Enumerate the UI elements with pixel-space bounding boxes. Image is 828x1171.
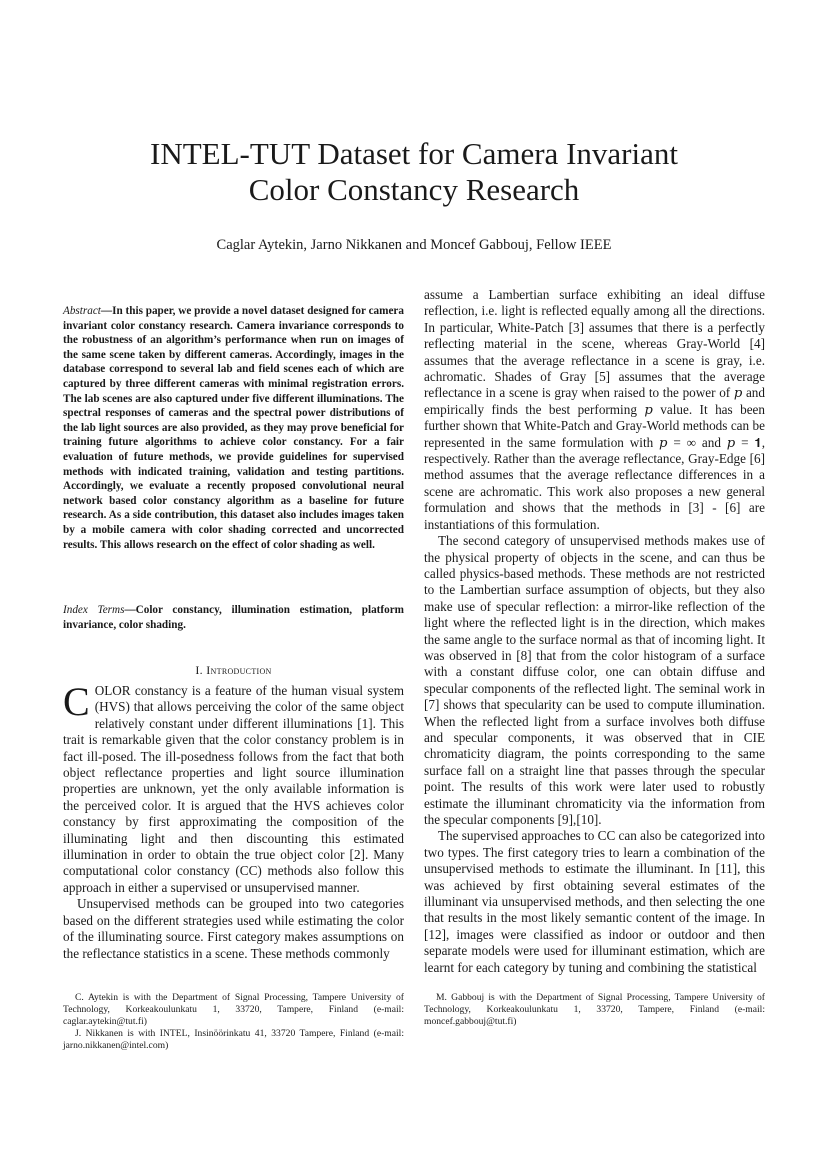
right-column	[424, 287, 765, 976]
footnote-left	[63, 992, 404, 1052]
abstract-label: Abstract	[63, 305, 101, 317]
footnote-right	[424, 992, 765, 1028]
index-terms	[63, 603, 404, 632]
abstract-text: —In this paper, we provide a novel dataset designed for camera invariant color constancy research. Camera invariance corresponds to the robustness of an algorithm’s performance when run on images of the same scene taken by different cameras. Accordingly, images in the database correspond to several lab and field scenes each of which are captured by three different cameras with minimal registration errors. The lab scenes are also captured under five different illuminations. The spectral responses of cameras and the spectral power distributions of the lab light sources are also provided, as they may prove beneficial for training future algorithms to achieve color constancy. For a fair evaluation of future methods, we provide guidelines for supervised methods with indicated training, validation and testing partitions. Accordingly, we evaluate a recently proposed convolutional neural network based color constancy algorithm as a baseline for future research. As a side contribution, this dataset also includes images taken by a mobile camera with color shading corrected and uncorrected results. This allows research on the effect of color shading as well.	[63, 305, 404, 551]
footnote-nikkanen: J. Nikkanen is with INTEL, Insinöörinkatu 41, 33720 Tampere, Finland (e-mail: jarno.nikkanen@intel.com)	[63, 1028, 404, 1051]
intro-left-column	[63, 679, 404, 962]
paper-title	[0, 136, 828, 208]
title-line-2: Color Constancy Research	[248, 172, 580, 207]
index-terms-text: —Color constancy, illumination estimation, platform invariance, color shading.	[63, 604, 404, 631]
right-paragraph-3: The supervised approaches to CC can also be categorized into two types. The first category tries to learn a combination of the unsupervised methods to estimate the illuminant. In [11], this was achieved by first obtaining several estimates of the illuminant via unsupervised methods, and then selecting the one that results in the most likely semantic content of the image. In [12], images were classified as indoor or outdoor and then separate models were used for illuminant estimation, which are learnt for each category by tuning and combining the statistical	[424, 828, 766, 975]
title-line-1: INTEL-TUT Dataset for Camera Invariant	[150, 136, 678, 171]
index-terms-label: Index Terms	[63, 604, 125, 616]
intro-paragraph-2: Unsupervised methods can be grouped into two categories based on the different strategies used while estimating the color of the illuminating source. First category makes assumptions on the reflectance statistics in a scene. These methods commonly	[63, 896, 404, 961]
footnote-gabbouj: M. Gabbouj is with the Department of Signal Processing, Tampere University of Technology, Korkeakoulunkatu 1, 33720, Tampere, Finland (e-mail: moncef.gabbouj@tut.fi)	[424, 992, 765, 1027]
section-heading: I. Introduction	[195, 663, 272, 677]
intro-paragraph-1-text: OLOR constancy is a feature of the human visual system (HVS) that allows perceiving the color of the same object relatively constant under different illuminations [1]. This trait is remarkable given that the color constancy problem is in fact ill-posed. The ill-posedness follows from the fact that both object reflectance properties and light source illumination properties are unknown, yet the only available information is the perceived color. It is argued that the HVS achieves color constancy by first approximating the composition of the illuminating light and then discounting this estimated illumination in order to obtain the true object color [2]. Many computational color constancy (CC) methods also follow this approach in either a supervised or unsupervised manner.	[63, 683, 404, 895]
drop-cap: C	[63, 679, 90, 724]
intro-paragraph-1	[63, 679, 404, 896]
abstract	[63, 304, 404, 552]
right-paragraph-2: The second category of unsupervised methods makes use of the physical property of objects in the scene, and can thus be called physics-based methods. These methods are not restricted to the Lambertian surface assumption of objects, but they also make use of specular reflection: a mirror-like reflection of the light where the reflected light is in the direction, which makes the same angle to the surface normal as that of incoming light. It was observed in [8] that from the color histogram of a surface with a constant diffuse color, one can obtain diffuse and specular components of the reflected light. The seminal work in [7] shows that specularity can be used to compute illumination. When the reflected light from a surface involves both diffuse and specular components, it was observed that in CIE chromaticity diagram, the points corresponding to the same surface fall on a straight line that passes through the specular point. The results of this work were later used to robustly estimate the illuminant chromaticity via the information from the specular components [9],[10].	[424, 533, 765, 827]
right-paragraph-1: assume a Lambertian surface exhibiting an ideal diffuse reflection, i.e. light is reflected equally among all the directions. In particular, White-Patch [3] assumes that there is a perfectly reflecting material in the scene, whereas Gray-World [4] assumes that the average reflectance in a scene is gray, i.e. achromatic. Shades of Gray [5] assumes that the average reflectance in a scene is gray when raised to the power of 𝑝 and empirically finds the best performing 𝑝 value. It has been further shown that White-Patch and Gray-World methods can be represented in the same formulation with 𝑝 = ∞ and 𝑝 = 𝟏, respectively. Rather than the average reflectance, Gray-Edge [6] method assumes that the average reflectance differences in a scene are achromatic. This work also proposes a new general formulation and shows that the methods in [3] - [6] are instantiations of this formulation.	[424, 287, 765, 532]
footnote-aytekin: C. Aytekin is with the Department of Signal Processing, Tampere University of Technology, Korkeakoulunkatu 1, 33720, Tampere, Finland (e-mail: caglar.aytekin@tut.fi)	[63, 992, 404, 1027]
author-list: Caglar Aytekin, Jarno Nikkanen and Moncef Gabbouj, Fellow IEEE	[216, 237, 612, 253]
